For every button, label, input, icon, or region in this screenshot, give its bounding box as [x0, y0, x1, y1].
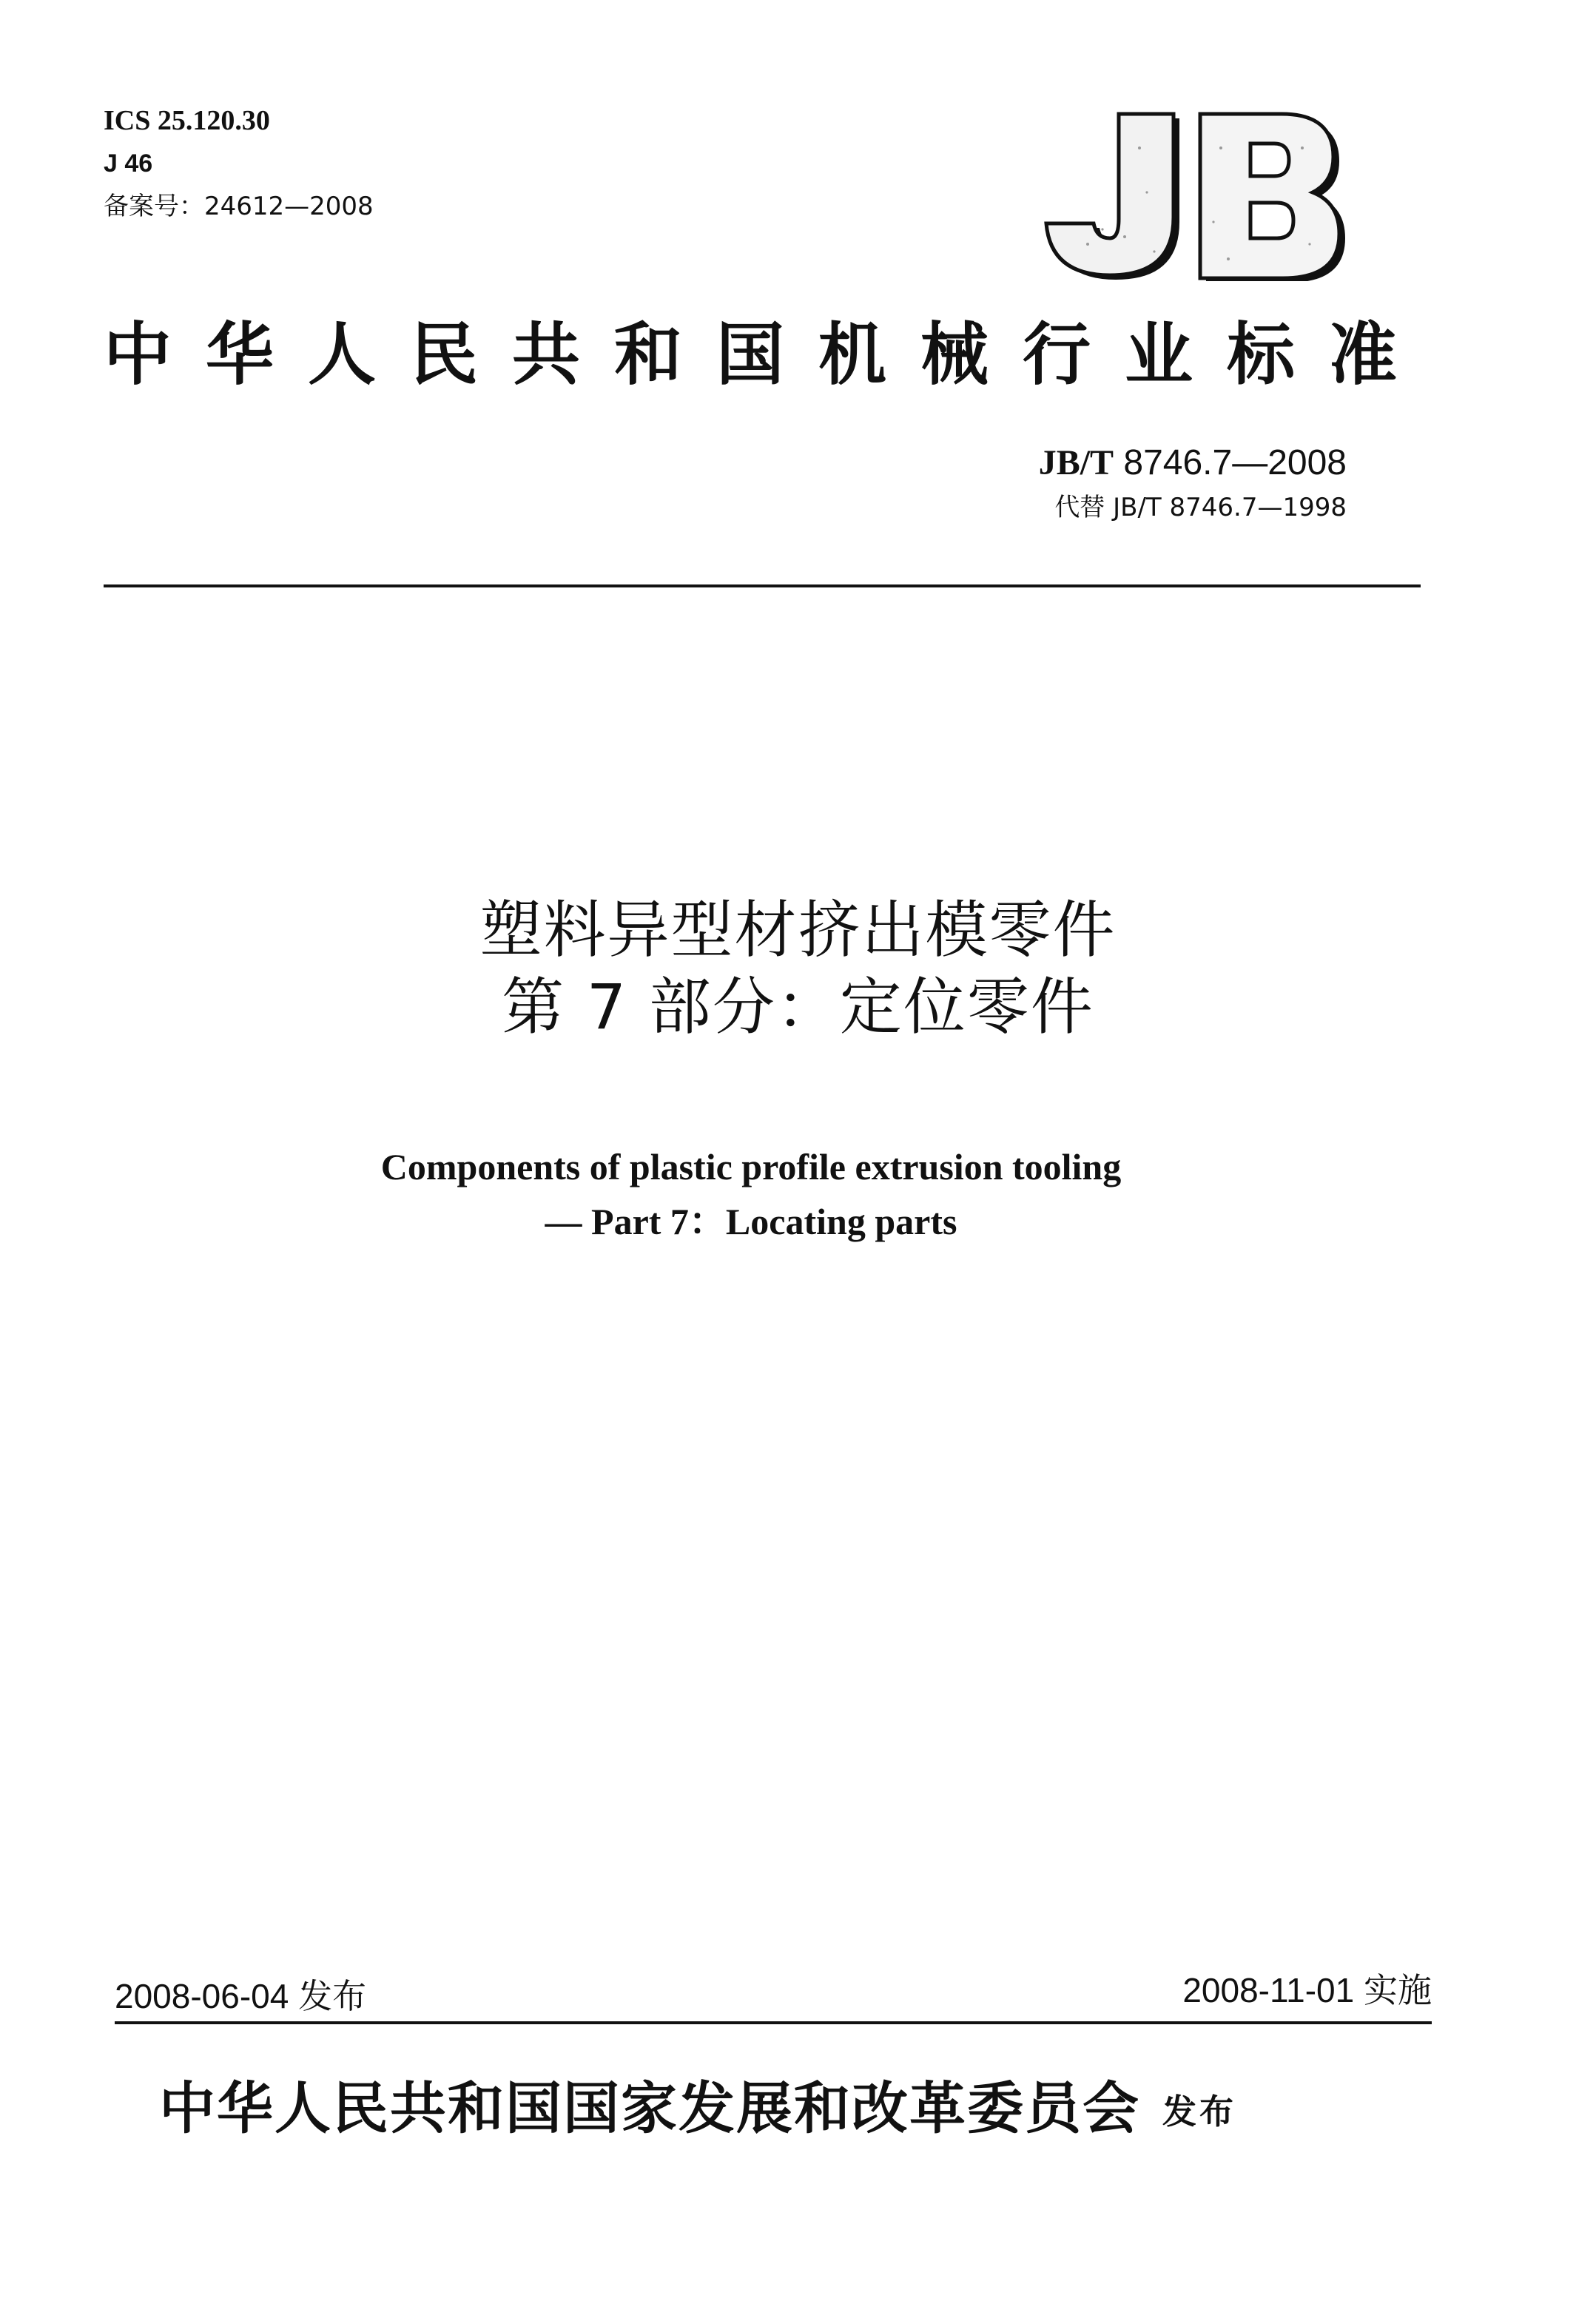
footer-divider: [115, 2021, 1432, 2024]
english-title-line2: — Part 7：Locating parts: [545, 1201, 957, 1242]
chinese-title-line2: 第 7 部分：定位零件: [502, 971, 1094, 1043]
ics-code: ICS 25.120.30: [104, 105, 270, 136]
standard-number: [962, 441, 1347, 485]
issue-date: 2008-06-04 发布: [115, 1977, 367, 2015]
english-title: [222, 1139, 1280, 1249]
publisher-suffix: 发布: [1162, 2092, 1236, 2132]
issuing-standard-category: 中华人民共和国机械行业标准: [104, 315, 1432, 394]
chinese-title: [222, 892, 1374, 1045]
header-divider: [104, 584, 1421, 587]
standard-number-value: 8746.7—2008: [1114, 443, 1347, 482]
publisher-name: 中华人民共和国国家发展和改革委员会: [159, 2075, 1140, 2141]
replaces-standard: 代替 JB/T 8746.7—1998: [1054, 493, 1347, 522]
chinese-title-line1: 塑料异型材挤出模零件: [479, 894, 1117, 966]
jb-logo: [1036, 104, 1347, 281]
standard-prefix: JB/T: [1038, 443, 1114, 482]
record-number: 备案号：24612—2008: [104, 192, 374, 221]
classification-code: J 46: [104, 149, 153, 178]
english-title-line1: Components of plastic profile extrusion tooling: [380, 1146, 1122, 1187]
publisher: [159, 2072, 1417, 2149]
implementation-date: 2008-11-01 实施: [1182, 1971, 1432, 2009]
